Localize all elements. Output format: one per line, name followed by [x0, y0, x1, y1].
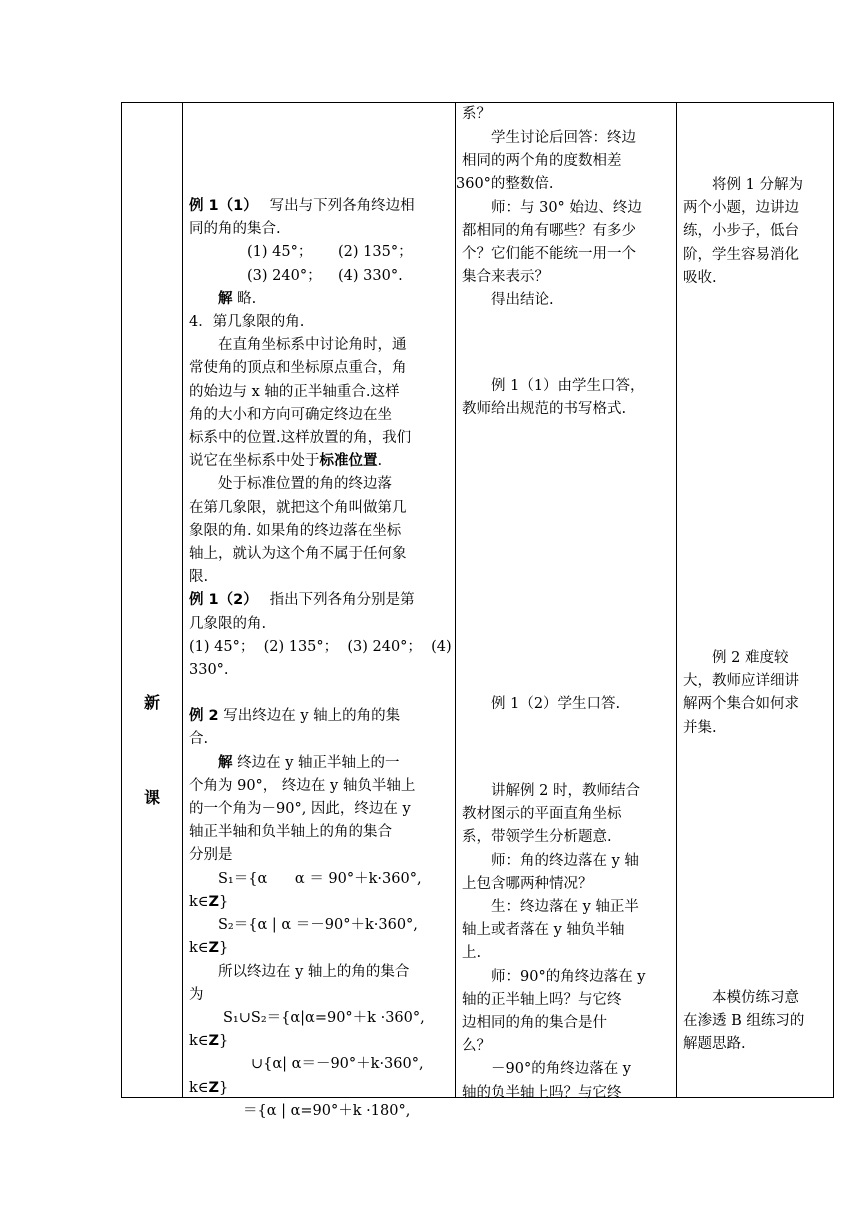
activity-line: 轴上或者落在 y 轴负半轴 [462, 922, 625, 939]
term-standard-position: 标准位置 [319, 453, 378, 470]
union-intro-line2: 为 [189, 986, 204, 1003]
activity-line: 个？它们能不能统一用一个 [462, 246, 636, 263]
set-s1: S₁＝{α α ＝ 90°＋k·360°, [218, 870, 422, 887]
notes-column [683, 103, 831, 1097]
activity-line: 都相同的角有哪些？有多少 [462, 222, 636, 239]
content-column [189, 103, 452, 1119]
note-line: 两个小题，边讲边 [683, 200, 799, 217]
example-1a-title: 例 1（1） 写出与下列各角终边相 [189, 198, 415, 214]
activity-line: 么？ [462, 1038, 491, 1055]
paragraph-1-line: 标系中的位置.这样放置的角，我们 [189, 430, 412, 447]
example-1a-solution: 解 略. [218, 290, 257, 307]
activity-line: 上. [462, 945, 482, 962]
activity-line: 师：角的终边落在 y 轴 [491, 852, 639, 869]
note-line: 大，教师应详细讲 [683, 673, 799, 690]
note-line: 阶，学生容易消化 [683, 246, 799, 263]
activity-line: 例 1（2）学生口答. [491, 696, 621, 712]
activity-line: 边相同的角的集合是什 [462, 1015, 607, 1032]
section-label-char-1: 新 [143, 693, 160, 712]
paragraph-2-line: 限. [189, 569, 209, 586]
union-set-line: S₁∪S₂＝{α|α=90°＋k ·360°, [223, 1009, 425, 1026]
example-1b-title: 例 1（2） 指出下列各角分别是第 [189, 592, 415, 609]
activity-line: －90°的角终边落在 y [491, 1061, 632, 1078]
activity-line: 学生讨论后回答：终边 [491, 130, 636, 146]
example-2-solution-line: 的一个角为－90°, 因此，终边在 y [189, 801, 411, 818]
activity-line: 讲解例 2 时，教师结合 [491, 783, 640, 799]
activity-line: 轴的负半轴上吗？与它终 [462, 1084, 622, 1101]
paragraph-1-line: 常使角的顶点和坐标原点重合，角 [189, 360, 407, 377]
example-1b-items-line2: 330°. [189, 662, 229, 679]
activity-line: 教材图示的平面直角坐标 [462, 806, 622, 823]
example-1a-items-row2: (3) 240°； (4) 330°. [247, 267, 403, 284]
paragraph-2-line: 在第几象限，就把这个角叫做第几 [189, 499, 407, 516]
note-line: 将例 1 分解为 [712, 177, 803, 193]
section-label-char-2: 课 [143, 788, 160, 807]
set-s2: S₂＝{α | α ＝－90°＋k·360°, [218, 917, 418, 934]
example-2-solution-line: 解 终边在 y 轴正半轴上的一 [218, 754, 400, 771]
activity-line: 生：终边落在 y 轴正半 [491, 899, 639, 916]
paragraph-1-line: 角的大小和方向可确定终边在坐 [189, 406, 392, 423]
activity-line: 轴的正半轴上吗？与它终 [462, 991, 622, 1008]
set-s2-line2: k∈Z} [189, 940, 229, 957]
section-4-title: 4．第几象限的角. [189, 314, 305, 331]
paragraph-2-line: 象限的角. 如果角的终边落在坐标 [189, 522, 402, 539]
activity-line: 教师给出规范的书写格式. [462, 401, 627, 418]
union-set-line: ＝{α | α=90°＋k ·180°, [243, 1102, 411, 1119]
paragraph-1-last-line: 说它在坐标系中处于标准位置. [189, 453, 383, 470]
column-divider [676, 103, 677, 1097]
note-line: 练，小步子，低台 [683, 223, 799, 240]
paragraph-1-line: 在直角坐标系中讨论角时，通 [218, 337, 407, 354]
example-2-title-line2: 合. [189, 731, 209, 748]
set-s1-line2: k∈Z} [189, 893, 229, 910]
example-2-title: 例 2 写出终边在 y 轴上的角的集 [189, 708, 401, 725]
union-intro: 所以终边在 y 轴上的角的集合 [218, 963, 410, 980]
note-line: 解两个集合如何求 [683, 696, 799, 713]
example-1a-title-line2: 同的角的集合. [189, 221, 281, 238]
example-2-solution-line: 个角为 90°， 终边在 y 轴负半轴上 [189, 777, 416, 794]
column-divider [182, 103, 183, 1097]
activity-line: 上包含哪两种情况？ [462, 875, 593, 892]
activity-line: 集合来表示？ [462, 269, 549, 286]
paragraph-1-line: 的始边与 x 轴的正半轴重合.这样 [189, 383, 400, 400]
paragraph-2-line: 轴上，就认为这个角不属于任何象 [189, 546, 407, 563]
example-1b-items: (1) 45°； (2) 135°； (3) 240°； (4) [189, 638, 452, 655]
activity-line: 师：90°的角终边落在 y [491, 968, 646, 985]
activity-line: 系，带领学生分析题意. [462, 829, 612, 846]
note-line: 在渗透 B 组练习的 [683, 1013, 805, 1030]
lesson-plan-table [121, 102, 834, 1119]
paragraph-2-line: 处于标准位置的角的终边落 [218, 476, 392, 493]
note-line: 吸收. [683, 269, 717, 286]
example-1a-items-row1: (1) 45°； (2) 135°； [247, 244, 413, 261]
note-line: 例 2 难度较 [712, 650, 789, 666]
note-line: 本模仿练习意 [712, 990, 799, 1006]
note-line: 并集. [683, 719, 717, 736]
activity-line: 师：与 30° 始边、终边 [491, 199, 642, 216]
union-set-line: k∈Z} [189, 1079, 229, 1096]
example-2-solution-line: 分别是 [189, 847, 233, 864]
column-divider [455, 103, 456, 1097]
union-set-line: ∪{α| α＝－90°＋k·360°, [251, 1056, 424, 1073]
example-2-solution-line: 轴正半轴和负半轴上的角的集合 [189, 824, 392, 841]
activity-column [456, 103, 672, 1101]
example-1b-title-line2: 几象限的角. [189, 615, 267, 632]
activity-line: 得出结论. [491, 292, 554, 309]
activity-line: 系？ [462, 106, 491, 122]
note-line: 解题思路. [683, 1036, 746, 1053]
activity-line: 例 1（1）由学生口答， [491, 378, 645, 394]
union-set-line: k∈Z} [189, 1033, 229, 1050]
activity-line: 相同的两个角的度数相差 [462, 153, 622, 170]
activity-line: 360°的整数倍. [456, 176, 554, 193]
